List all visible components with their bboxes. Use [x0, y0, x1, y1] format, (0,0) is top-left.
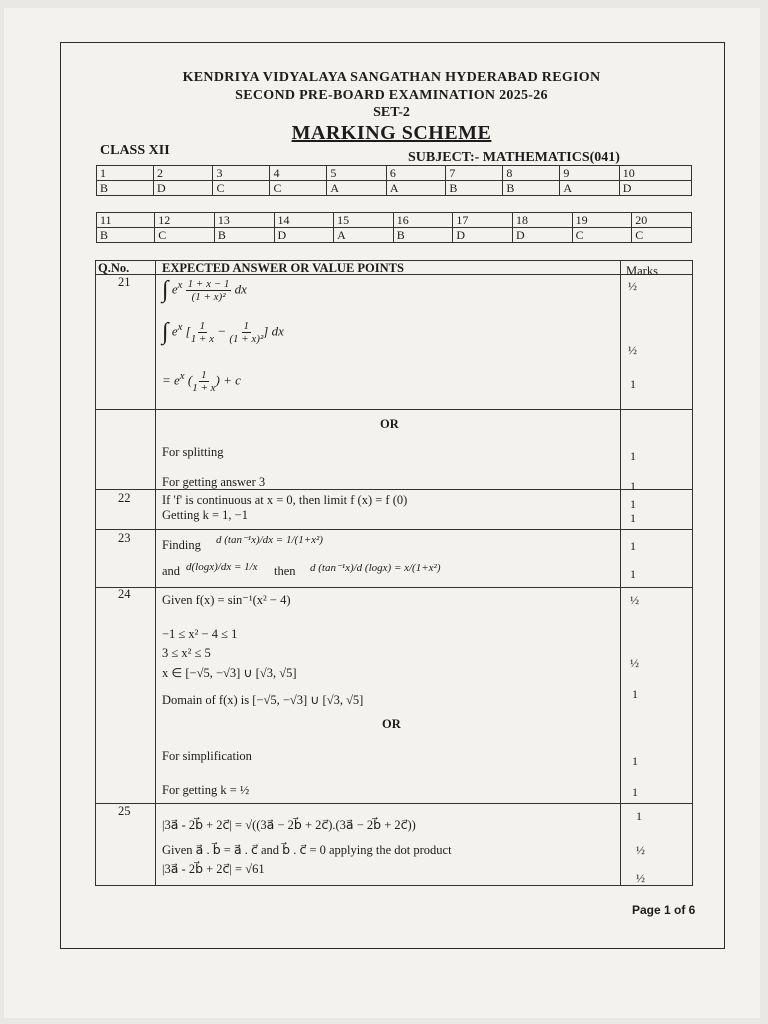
q25-line1: |3a⃗ - 2b⃗ + 2c⃗| = √((3a⃗ − 2b⃗ + 2c⃗).(3a⃗ − 2b⃗ + 2c⃗))	[162, 818, 416, 832]
answer-cell: A	[560, 181, 619, 196]
mark: ½	[630, 593, 639, 607]
answer-cell: D	[513, 228, 573, 243]
page-number: Page 1 of 6	[632, 903, 696, 917]
mark: 1	[630, 567, 636, 581]
question-cell: 11	[97, 213, 155, 228]
question-cell: 7	[446, 166, 503, 181]
mark: ½	[628, 279, 637, 293]
question-cell: 20	[632, 213, 692, 228]
answer-cell: B	[97, 228, 155, 243]
marking-table	[95, 260, 693, 886]
answer-cell: C	[155, 228, 215, 243]
mark: 1	[630, 479, 636, 493]
mark: 1	[632, 754, 638, 768]
question-cell: 12	[155, 213, 215, 228]
answer-cell: C	[572, 228, 632, 243]
q23-then: then	[274, 564, 296, 578]
or-label: OR	[382, 717, 401, 731]
col-header-expected: EXPECTED ANSWER OR VALUE POINTS	[162, 261, 404, 275]
col-header-qno: Q.No.	[98, 261, 130, 275]
question-cell: 16	[393, 213, 453, 228]
answer-cell: B	[214, 228, 274, 243]
mark: 1	[630, 449, 636, 463]
page-title: MARKING SCHEME	[291, 122, 492, 144]
question-cell: 3	[213, 166, 270, 181]
question-number: 21	[118, 275, 131, 289]
question-cell: 14	[274, 213, 334, 228]
exam-heading: SECOND PRE-BOARD EXAMINATION 2025-26	[235, 88, 548, 103]
q21-alt1: For splitting	[162, 445, 224, 459]
mark: 1	[630, 497, 636, 511]
set-heading: SET-2	[373, 105, 410, 120]
question-number: 24	[118, 587, 131, 601]
answer-cell: C	[270, 181, 327, 196]
answer-cell: B	[97, 181, 154, 196]
mark: 1	[632, 687, 638, 701]
answer-key-table-1	[96, 165, 692, 196]
class-label: CLASS XII	[100, 143, 170, 158]
answer-key-table-2	[96, 212, 692, 243]
mark: 1	[636, 809, 642, 823]
question-cell: 10	[619, 166, 691, 181]
question-cell: 4	[270, 166, 327, 181]
question-number: 22	[118, 491, 131, 505]
answer-cell: A	[386, 181, 445, 196]
mark: 1	[632, 785, 638, 799]
answer-cell: D	[153, 181, 212, 196]
mark: 1	[630, 539, 636, 553]
question-cell: 19	[572, 213, 632, 228]
q24-line4: x ∈ [−√5, −√3] ∪ [√3, √5]	[162, 666, 297, 680]
q23-and: and	[162, 564, 181, 578]
question-cell: 5	[327, 166, 386, 181]
question-cell: 9	[560, 166, 619, 181]
q24-line3: 3 ≤ x² ≤ 5	[162, 646, 211, 660]
q25-line3: |3a⃗ - 2b⃗ + 2c⃗| = √61	[162, 862, 265, 876]
answer-cell: B	[393, 228, 453, 243]
subject-label: SUBJECT:- MATHEMATICS(041)	[408, 150, 620, 165]
col-header-marks: Marks	[626, 264, 658, 278]
mark: ½	[636, 843, 645, 857]
mark: ½	[636, 871, 645, 885]
question-cell: 1	[97, 166, 154, 181]
q25-line2: Given a⃗ . b⃗ = a⃗ . c⃗ and b⃗ . c⃗ = 0 applying the dot product	[162, 843, 452, 857]
answer-cell: B	[503, 181, 560, 196]
mark: 1	[630, 511, 636, 525]
q24-alt2: For getting k = ½	[162, 783, 250, 797]
question-cell: 13	[214, 213, 274, 228]
q21-step3: = $e^x$ ( $\frac{1}{1 + x}$ ) + c	[162, 369, 241, 394]
q21-step1: ∫ $e^x$ $\frac{1 + x - 1}{\text{(1 + x)²}}$ dx	[162, 277, 247, 303]
answer-cell: D	[619, 181, 691, 196]
q23-derivative-2: d(logx)/dx = 1/x	[186, 561, 258, 573]
answer-cell: A	[327, 181, 386, 196]
or-label: OR	[380, 417, 399, 431]
q21-step2: ∫ $e^x$ [ $\frac{1}{1 + x}$ − $\frac{1}{\text{(1 + x)²}}$ ] dx	[162, 319, 284, 345]
q22-line1: If 'f' is continuous at x = 0, then limit f (x) = f (0)	[162, 493, 408, 507]
answer-cell: B	[446, 181, 503, 196]
mark: ½	[628, 343, 637, 357]
q24-alt1: For simplification	[162, 749, 252, 763]
question-cell: 17	[453, 213, 513, 228]
question-cell: 18	[513, 213, 573, 228]
question-number: 25	[118, 804, 131, 818]
org-heading: KENDRIYA VIDYALAYA SANGATHAN HYDERABAD REGION	[182, 70, 601, 85]
question-cell: 15	[334, 213, 394, 228]
q24-line1: Given f(x) = sin⁻¹(x² − 4)	[162, 593, 291, 607]
answer-cell: C	[632, 228, 692, 243]
question-cell: 2	[153, 166, 212, 181]
question-cell: 8	[503, 166, 560, 181]
q24-line2: −1 ≤ x² − 4 ≤ 1	[162, 627, 238, 641]
answer-cell: C	[213, 181, 270, 196]
q24-line5: Domain of f(x) is [−√5, −√3] ∪ [√3, √5]	[162, 693, 364, 707]
answer-cell: D	[274, 228, 334, 243]
mark: ½	[630, 656, 639, 670]
q23-derivative-3: d (tan⁻¹x)/d (logx) = x/(1+x²)	[310, 562, 441, 574]
q23-finding: Finding	[162, 538, 201, 552]
answer-cell: D	[453, 228, 513, 243]
answer-cell: A	[334, 228, 394, 243]
q22-line2: Getting k = 1, −1	[162, 508, 248, 522]
q21-alt2: For getting answer 3	[162, 475, 266, 489]
mark: 1	[630, 377, 636, 391]
question-number: 23	[118, 531, 131, 545]
q23-derivative-1: d (tan⁻¹x)/dx = 1/(1+x²)	[216, 534, 323, 546]
question-cell: 6	[386, 166, 445, 181]
